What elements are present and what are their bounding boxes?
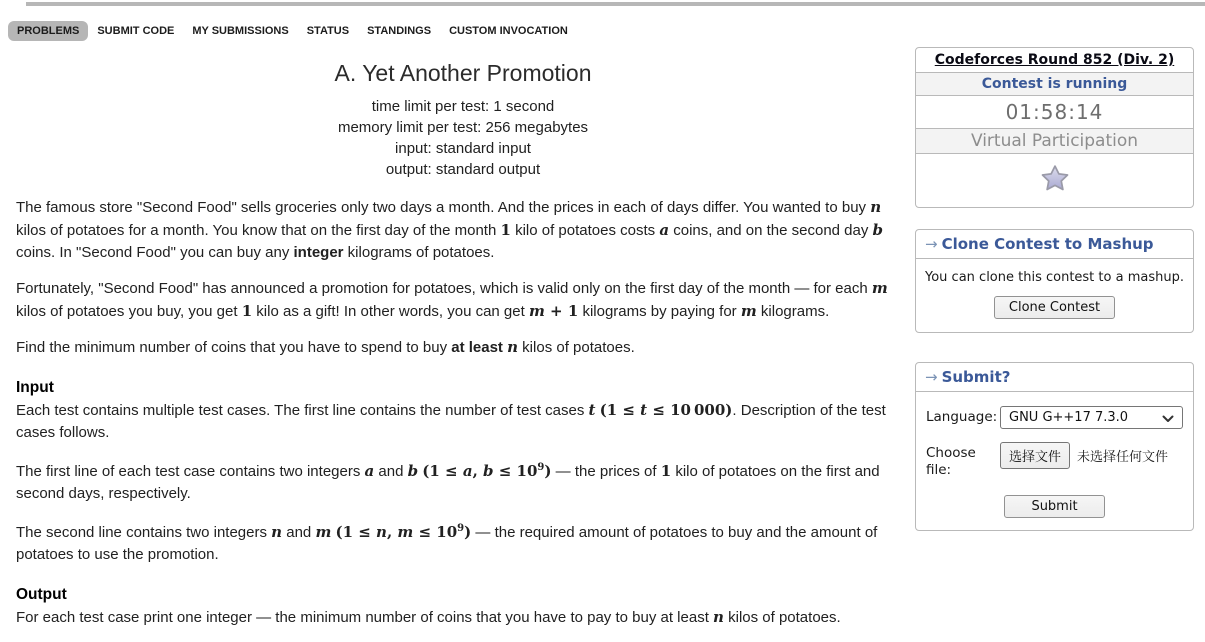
language-select[interactable] bbox=[1000, 406, 1183, 429]
contest-tab-bar bbox=[8, 21, 577, 41]
output-paragraph: For each test case print one integer — the minimum number of coins that you have to pay to buy at least n kilos of potatoes. bbox=[16, 608, 841, 626]
file-status-text: 未选择任何文件 bbox=[1077, 450, 1169, 465]
tab-status[interactable]: STATUS bbox=[306, 25, 350, 37]
tab-problems[interactable]: PROBLEMS bbox=[8, 21, 88, 41]
tab-standings[interactable]: STANDINGS bbox=[367, 25, 432, 37]
clone-description: You can clone this contest to a mashup. bbox=[925, 270, 1184, 285]
statement-paragraph: Find the minimum number of coins that you have to spend to buy at least n kilos of potatoes. bbox=[16, 338, 635, 356]
contest-title-link[interactable]: Codeforces Round 852 (Div. 2) bbox=[934, 52, 1175, 68]
language-select-value: GNU G++17 7.3.0 bbox=[1009, 410, 1129, 425]
memory-limit: memory limit per test: 256 megabytes bbox=[337, 119, 589, 136]
tab-my-submissions[interactable]: MY SUBMISSIONS bbox=[192, 25, 289, 37]
tab-custom-invocation[interactable]: CUSTOM INVOCATION bbox=[449, 25, 568, 37]
statement-paragraph: The famous store "Second Food" sells groceries only two days a month. And the prices in each of days differ. You wanted to buy n kilos of potatoes for a month. You know that on the first day of the month 1 kilo of potatoes costs a coins, and on the second day b coins. In "Second Food" you can buy any integer kilograms of potatoes. bbox=[16, 198, 884, 261]
tab-submit-code[interactable]: SUBMIT CODE bbox=[97, 25, 175, 37]
problem-limits bbox=[16, 96, 910, 180]
choose-file-label: Choose file: bbox=[926, 445, 976, 478]
submit-box bbox=[915, 362, 1194, 531]
contest-info-box bbox=[915, 47, 1194, 208]
sidebar bbox=[915, 47, 1194, 531]
input-paragraph: The first line of each test case contains two integers a and b (1 ≤ a, $b \le 10^9$) — the prices of 1 kilo of potatoes on the first and second days, respectively. bbox=[16, 462, 880, 502]
top-divider bbox=[26, 2, 1205, 6]
clone-contest-box bbox=[915, 229, 1194, 333]
problem-title: A. Yet Another Promotion bbox=[334, 60, 592, 86]
input-section-heading: Input bbox=[16, 379, 54, 396]
language-label: Language: bbox=[926, 409, 998, 425]
submit-button[interactable]: Submit bbox=[1004, 495, 1104, 518]
statement-paragraph: Fortunately, "Second Food" has announced a promotion for potatoes, which is valid only on the first day of the month — for each m kilos of potatoes you buy, you get 1 kilo as a gift! In other words, you can get m + 1 kilograms by paying for m kilograms. bbox=[16, 279, 888, 320]
favorite-star-icon[interactable] bbox=[1040, 178, 1070, 197]
arrow-icon: → bbox=[925, 368, 938, 386]
arrow-icon: → bbox=[925, 235, 938, 253]
problem-statement bbox=[16, 60, 910, 642]
input-paragraph: The second line contains two integers n and m (1 ≤ n, $m \le 10^9$) — the required amount of potatoes to buy and the amount of potatoes to use the promotion. bbox=[16, 523, 878, 563]
contest-timer: 01:58:14 bbox=[1005, 100, 1104, 124]
submit-box-caption: → Submit? bbox=[916, 363, 1193, 392]
output-spec: output: standard output bbox=[385, 161, 541, 178]
choose-file-button[interactable]: 选择文件 bbox=[1000, 442, 1070, 469]
clone-box-caption: → Clone Contest to Mashup bbox=[916, 230, 1193, 259]
participation-mode: Virtual Participation bbox=[916, 128, 1193, 154]
clone-contest-button[interactable]: Clone Contest bbox=[994, 296, 1115, 319]
time-limit: time limit per test: 1 second bbox=[371, 98, 555, 115]
contest-status: Contest is running bbox=[916, 72, 1193, 96]
input-paragraph: Each test contains multiple test cases. The first line contains the number of test cases t (1 ≤ t ≤ 10 000). Description of the test cases follows. bbox=[16, 401, 886, 441]
chevron-down-icon bbox=[1162, 408, 1174, 427]
input-spec: input: standard input bbox=[395, 140, 531, 157]
output-section-heading: Output bbox=[16, 586, 67, 603]
